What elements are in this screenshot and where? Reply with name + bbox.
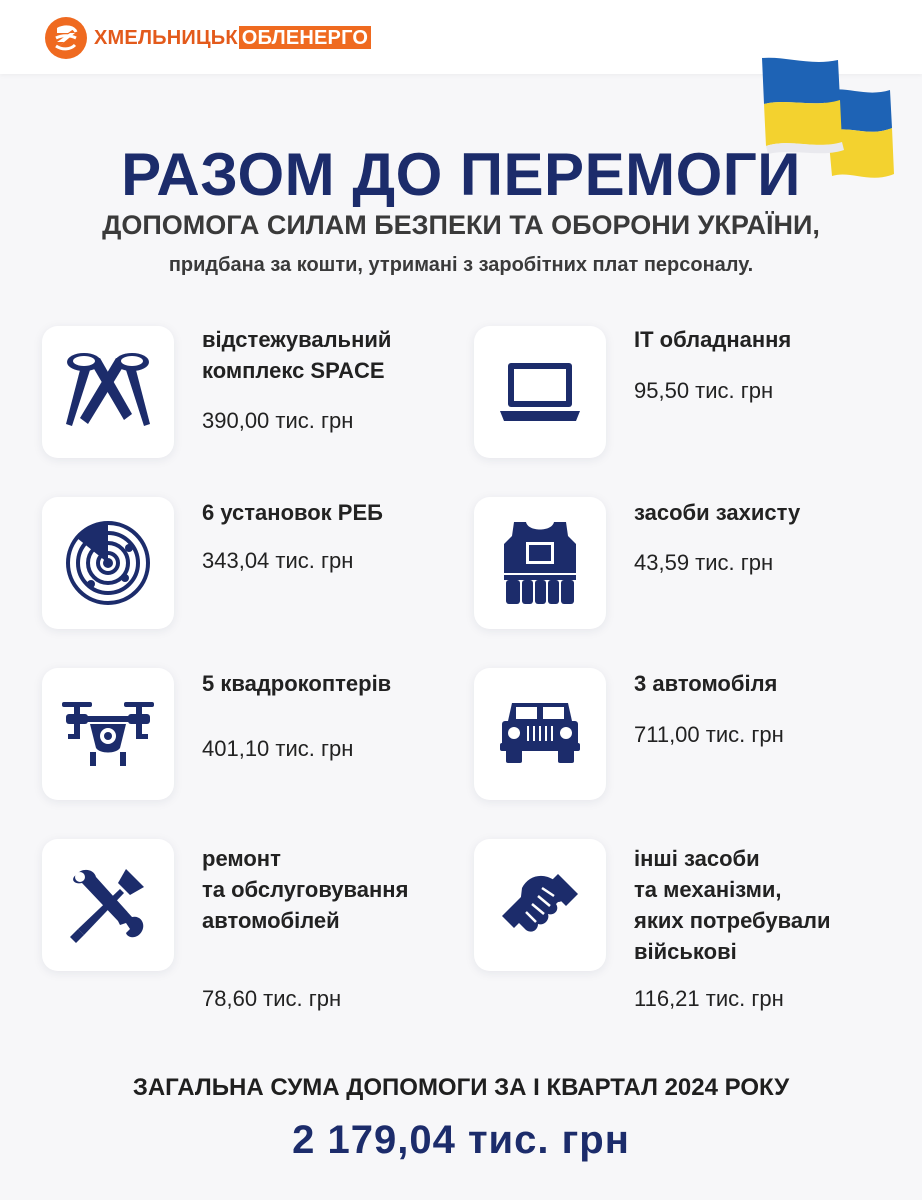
item-card-protection [474, 497, 606, 629]
item-name-line: ІТ обладнання [634, 327, 792, 352]
page-subtitle: ДОПОМОГА СИЛАМ БЕЗПЕКИ ТА ОБОРОНИ УКРАЇНИ, [102, 210, 820, 240]
item-name-line: інші засоби [634, 846, 760, 871]
item-card-tracking-complex [42, 326, 174, 458]
item-card-ew-installations [42, 497, 174, 629]
item-name [634, 497, 800, 528]
car-icon [500, 699, 580, 769]
item-name [634, 324, 791, 355]
item-amount: 95,50 тис. грн [634, 378, 774, 403]
item-card-quadcopters [42, 668, 174, 800]
item-name-line: засоби захисту [634, 500, 801, 525]
company-name [94, 27, 371, 50]
item-name-line: 5 квадрокоптерів [202, 671, 392, 696]
body-armor-icon [500, 518, 580, 608]
company-logo[interactable] [44, 16, 371, 60]
item-name-line: 6 установок РЕБ [202, 500, 383, 525]
company-logo-mark-icon [44, 16, 88, 60]
item-amount: 43,59 тис. грн [634, 550, 774, 575]
item-amount: 78,60 тис. грн [202, 986, 342, 1011]
item-amount: 401,10 тис. грн [202, 736, 354, 761]
item-card-repair [42, 839, 174, 971]
tools-icon [68, 865, 148, 945]
item-amount: 390,00 тис. грн [202, 408, 354, 433]
item-amount: 116,21 тис. грн [634, 986, 784, 1011]
item-card-other-means [474, 839, 606, 971]
item-name-line: та механізми, [634, 877, 782, 902]
page-subtitle-note: придбана за кошти, утримані з заробітних плат персоналу. [168, 254, 754, 276]
item-name-line: яких потребували [634, 908, 831, 933]
item-name-line: комплекс SPACE [202, 358, 385, 383]
item-name-line: ремонт [202, 846, 281, 871]
item-name [202, 843, 408, 936]
item-name [202, 324, 391, 386]
radar-icon [63, 518, 153, 608]
item-card-it-equipment [474, 326, 606, 458]
company-name-part2: ОБЛЕНЕРГО [239, 26, 371, 49]
total-label: ЗАГАЛЬНА СУМА ДОПОМОГИ ЗА І КВАРТАЛ 2024 РОКУ [132, 1074, 790, 1101]
antenna-kit-icon [60, 344, 156, 440]
item-name-line: 3 автомобіля [634, 671, 778, 696]
drone-icon [60, 694, 156, 774]
item-name-line: та обслуговування [202, 877, 409, 902]
item-name [634, 843, 831, 967]
total-value: 2 179,04 тис. грн [292, 1118, 630, 1162]
item-amount: 343,04 тис. грн [202, 548, 354, 573]
item-name [634, 668, 777, 699]
item-name [202, 497, 383, 528]
handshake-icon [498, 866, 582, 944]
company-name-part1: ХМЕЛЬНИЦЬК [94, 26, 238, 49]
laptop-icon [498, 357, 582, 427]
item-name [202, 668, 391, 699]
item-name-line: автомобілей [202, 908, 340, 933]
item-card-cars [474, 668, 606, 800]
item-amount: 711,00 тис. грн [634, 722, 784, 747]
item-name-line: військові [634, 939, 737, 964]
item-name-line: відстежувальний [202, 327, 392, 352]
page-title: РАЗОМ ДО ПЕРЕМОГИ [121, 141, 801, 208]
